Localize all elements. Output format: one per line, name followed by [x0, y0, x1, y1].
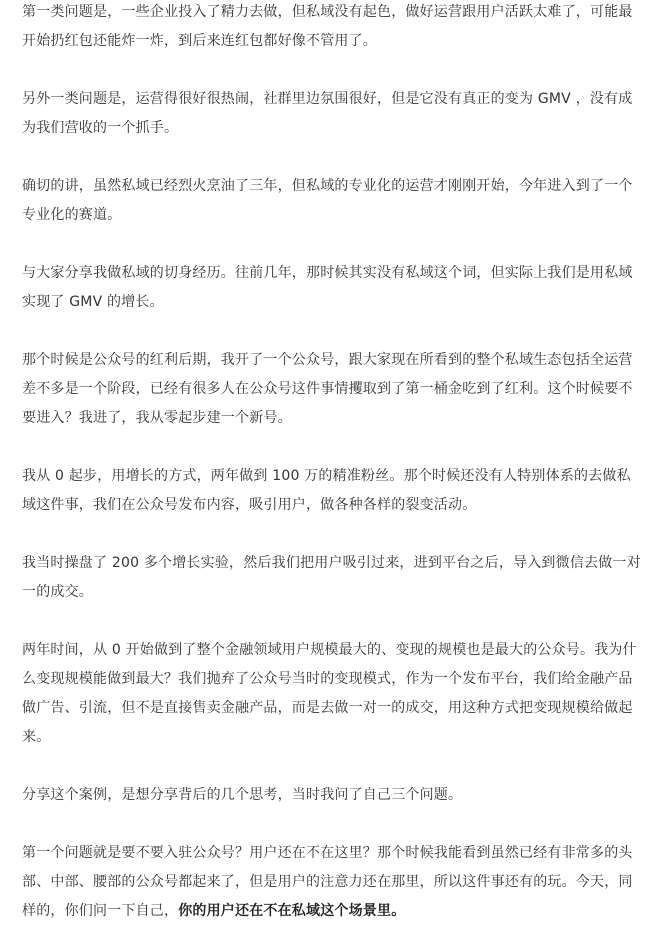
- paragraph-spacer: [22, 230, 642, 259]
- paragraph-spacer: [22, 607, 642, 636]
- paragraph-10-bold-text: 你的用户还在不在私域这个场景里。: [178, 903, 406, 919]
- paragraph-spacer: [22, 143, 642, 172]
- paragraph-7: 我当时操盘了 200 多个增长实验，然后我们把用户吸引过来，进到平台之后，导入到微信去做一对一的成交。: [22, 555, 641, 600]
- paragraph-2: 另外一类问题是，运营得很好很热闹，社群里边氛围很好，但是它没有真正的变为 GMV ，没有成为我们营收的一个抓手。: [22, 91, 633, 136]
- paragraph-spacer: [22, 317, 642, 346]
- paragraph-spacer: [22, 56, 642, 85]
- paragraph-10-text: 第一个问题就是要不要入驻公众号？用户还在不在这里？那个时候我能看到虽然已经有非常多的头部、中部、腰部的公众号都起来了，但是用户的注意力还在那里，所以这件事还有的玩。今天，同样的，你们问一下自己，: [22, 845, 633, 919]
- paragraph-spacer: [22, 433, 642, 462]
- paragraph-6: 我从 0 起步，用增长的方式，两年做到 100 万的精准粉丝。那个时候还没有人特别体系的去做私域这件事，我们在公众号发布内容，吸引用户，做各种各样的裂变活动。: [22, 468, 631, 513]
- article-body: [22, 0, 642, 926]
- paragraph-3: 确切的讲，虽然私域已经烈火烹油了三年，但私域的专业化的运营才刚刚开始，今年进入到了一个专业化的赛道。: [22, 178, 633, 223]
- paragraph-5: 那个时候是公众号的红利后期，我开了一个公众号，跟大家现在所看到的整个私域生态包括全运营差不多是一个阶段，已经有很多人在公众号这件事情攫取到了第一桶金吃到了红利。这个时候要不要进入？我进了，我从零起步建一个新号。: [22, 352, 633, 426]
- paragraph-spacer: [22, 810, 642, 839]
- paragraph-1: 第一类问题是，一些企业投入了精力去做，但私域没有起色，做好运营跟用户活跃太难了，可能最开始扔红包还能炸一炸，到后来连红包都好像不管用了。: [22, 4, 633, 49]
- paragraph-spacer: [22, 752, 642, 781]
- paragraph-10: [22, 839, 642, 926]
- paragraph-8: 两年时间，从 0 开始做到了整个金融领域用户规模最大的、变现的规模也是最大的公众号。我为什么变现规模能做到最大？我们抛弃了公众号当时的变现模式，作为一个发布平台，我们给金融产品做广告、引流，但不是直接售卖金融产品，而是去做一对一的成交，用这种方式把变现规模给做起来。: [22, 642, 637, 745]
- paragraph-4: 与大家分享我做私域的切身经历。往前几年，那时候其实没有私域这个词，但实际上我们是用私域实现了 GMV 的增长。: [22, 265, 633, 310]
- paragraph-spacer: [22, 520, 642, 549]
- paragraph-9: 分享这个案例，是想分享背后的几个思考，当时我问了自己三个问题。: [22, 787, 463, 803]
